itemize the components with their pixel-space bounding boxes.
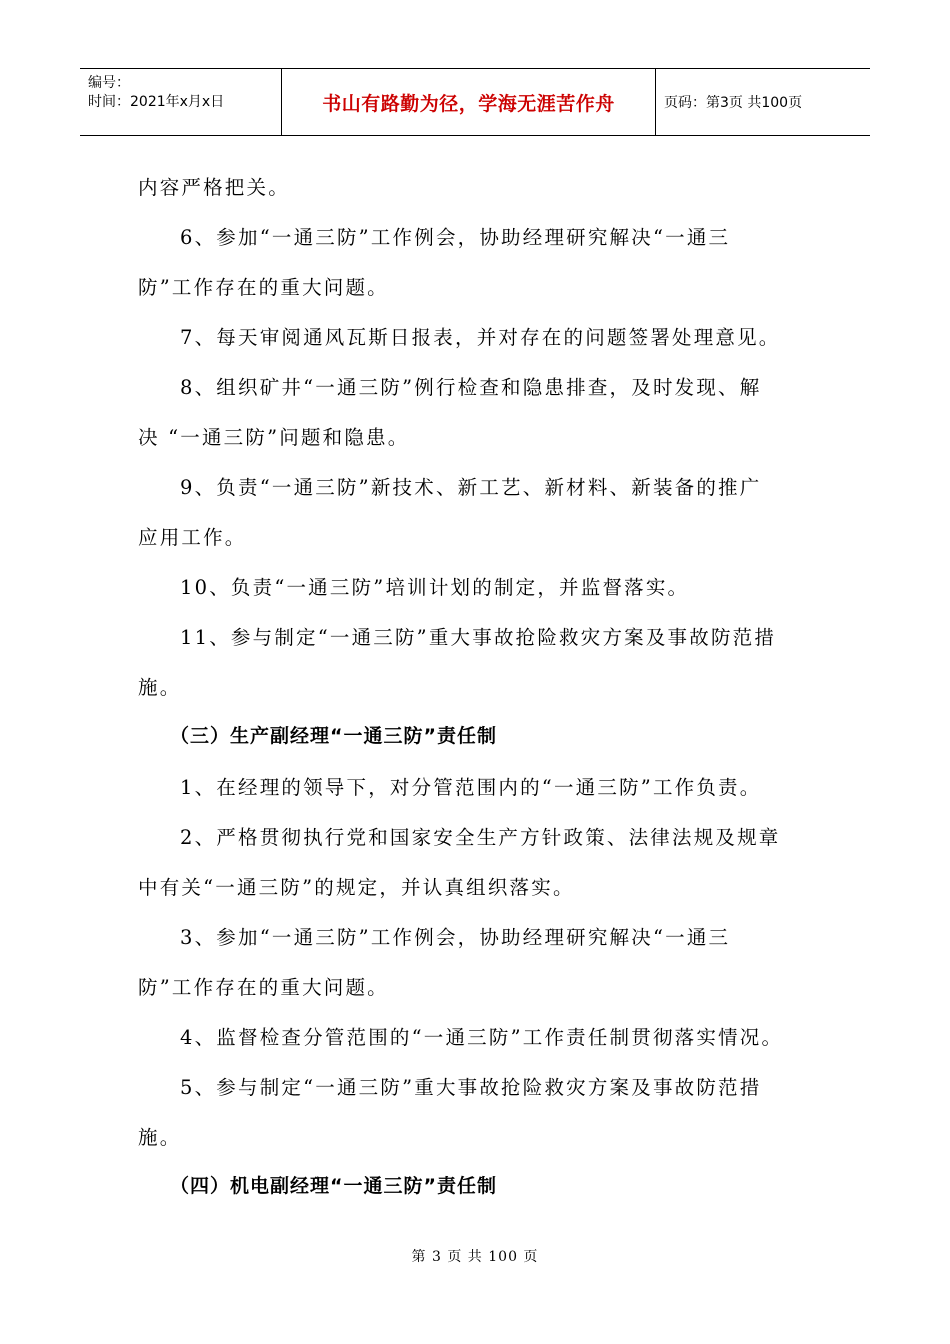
paragraph-line: 防”工作存在的重大问题。 xyxy=(138,976,389,999)
paragraph-line: 1、在经理的领导下，对分管范围内的“一通三防”工作负责。 xyxy=(180,776,762,799)
section-heading: （三）生产副经理“一通三防”责任制 xyxy=(170,725,497,747)
document-date-label: 时间：2021年x月x日 xyxy=(88,94,225,110)
document-number-label: 编号： xyxy=(88,75,130,91)
paragraph-line: 6、参加“一通三防”工作例会，协助经理研究解决“一通三 xyxy=(180,226,731,249)
page-header xyxy=(80,68,870,136)
paragraph-line: 决 “一通三防”问题和隐患。 xyxy=(138,426,410,449)
paragraph-line: 内容严格把关。 xyxy=(138,176,290,199)
paragraph-line: 3、参加“一通三防”工作例会，协助经理研究解决“一通三 xyxy=(180,926,731,949)
section-heading: （四）机电副经理“一通三防”责任制 xyxy=(170,1175,497,1197)
header-motto-cell xyxy=(282,69,656,135)
header-page-cell xyxy=(656,69,870,135)
paragraph-line: 防”工作存在的重大问题。 xyxy=(138,276,389,299)
paragraph-line: 施。 xyxy=(138,676,182,699)
paragraph-line: 5、参与制定“一通三防”重大事故抢险救灾方案及事故防范措 xyxy=(180,1076,762,1099)
paragraph-line: 4、监督检查分管范围的“一通三防”工作责任制贯彻落实情况。 xyxy=(180,1026,784,1049)
paragraph-line: 11、参与制定“一通三防”重大事故抢险救灾方案及事故防范措 xyxy=(180,626,777,649)
header-meta-cell xyxy=(80,69,282,135)
paragraph-line: 2、严格贯彻执行党和国家安全生产方针政策、法律法规及规章 xyxy=(180,826,781,849)
paragraph-line: 10、负责“一通三防”培训计划的制定，并监督落实。 xyxy=(180,576,690,599)
paragraph-line: 9、负责“一通三防”新技术、新工艺、新材料、新装备的推广 xyxy=(180,476,762,499)
page-footer: 第 3 页 共 100 页 xyxy=(411,1249,539,1265)
paragraph-line: 施。 xyxy=(138,1126,182,1149)
header-motto: 书山有路勤为径，学海无涯苦作舟 xyxy=(322,92,615,115)
header-page-info: 页码：第3页 共100页 xyxy=(664,95,803,111)
paragraph-line: 8、组织矿井“一通三防”例行检查和隐患排查，及时发现、解 xyxy=(180,376,762,399)
paragraph-line: 中有关“一通三防”的规定，并认真组织落实。 xyxy=(138,876,575,899)
paragraph-line: 7、每天审阅通风瓦斯日报表，并对存在的问题签署处理意见。 xyxy=(180,326,781,349)
paragraph-line: 应用工作。 xyxy=(138,526,247,549)
